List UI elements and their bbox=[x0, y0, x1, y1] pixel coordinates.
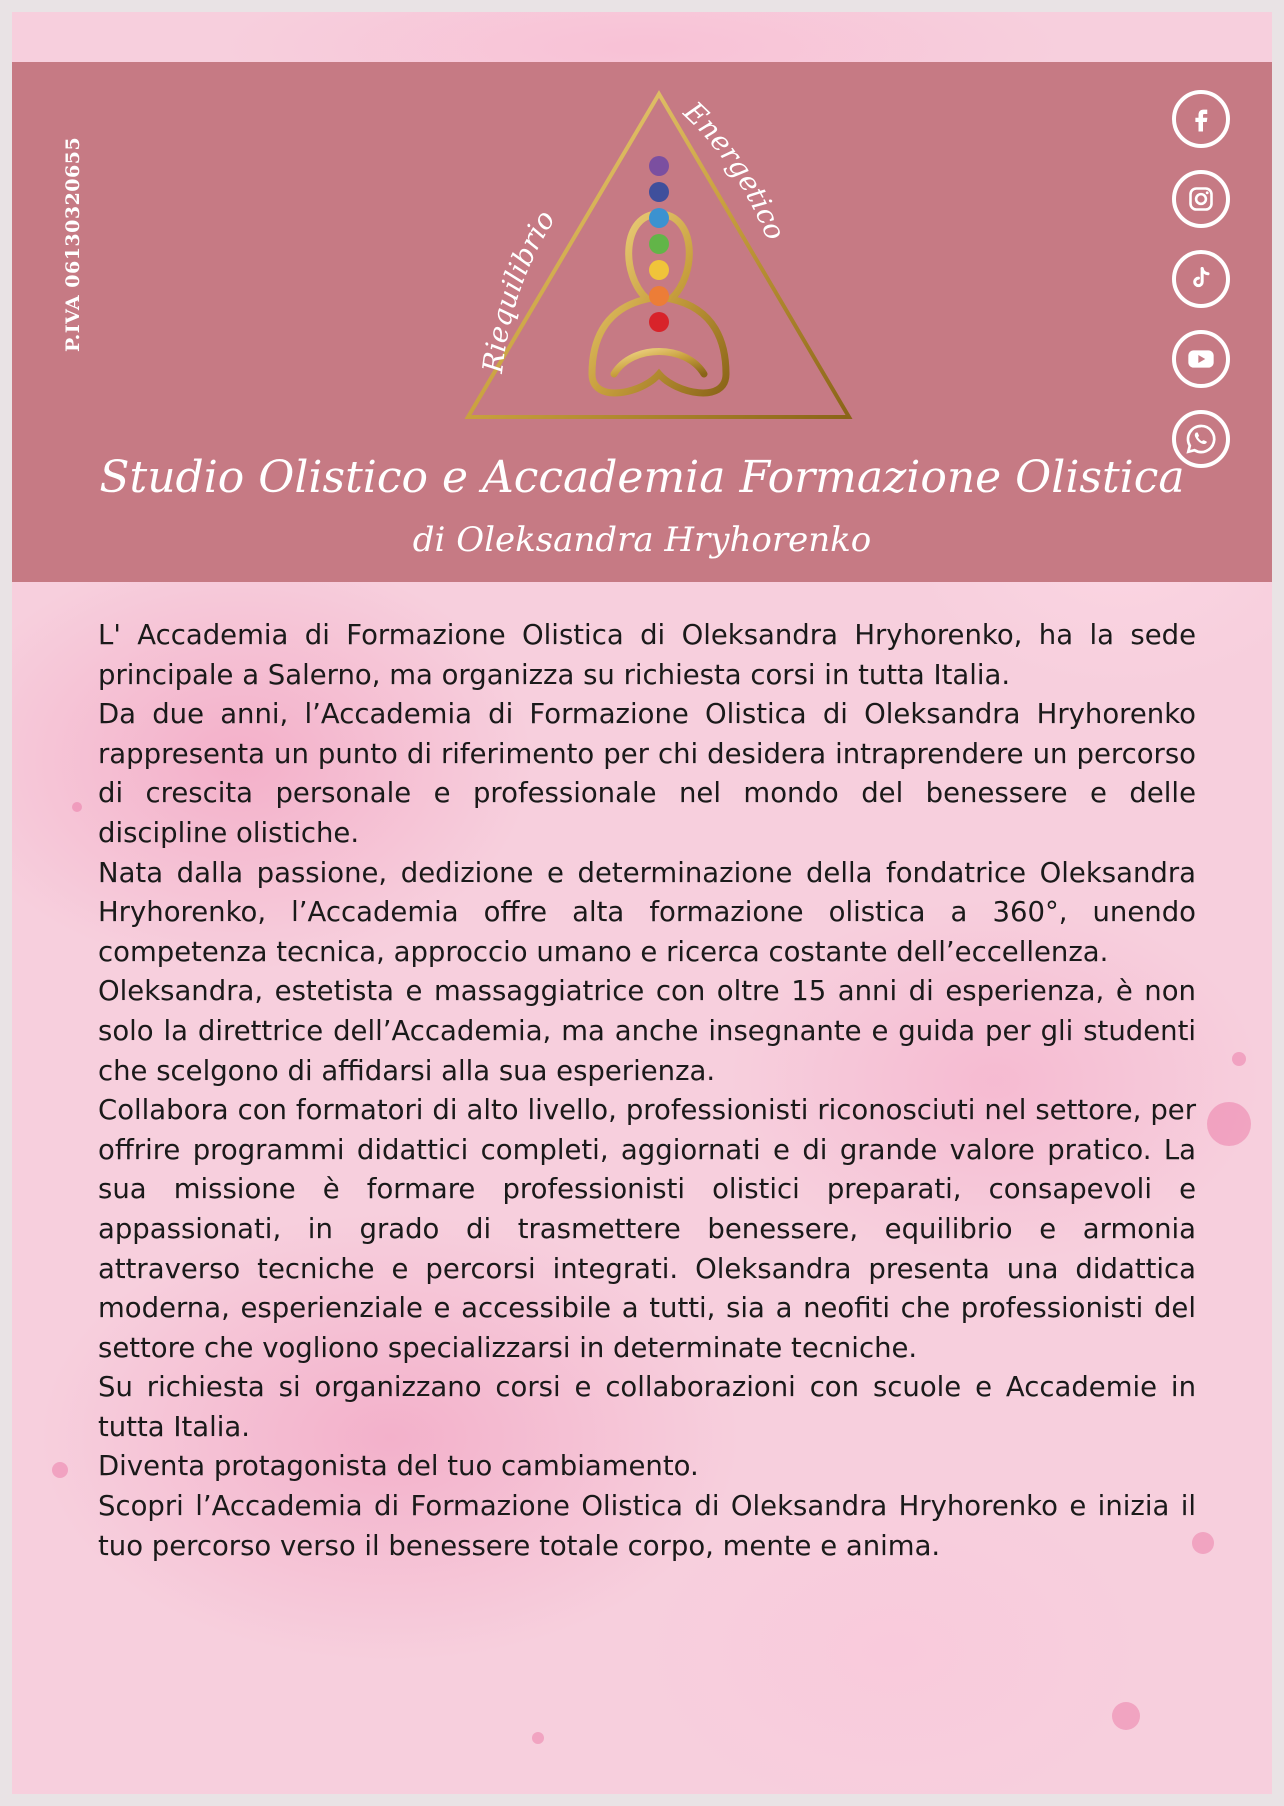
body-paragraph: Scopri l’Accademia di Formazione Olistica di Oleksandra Hryhorenko e inizia il tuo percorso verso il benessere totale corpo, mente e anima. bbox=[98, 1490, 1196, 1562]
paint-splash bbox=[1207, 1102, 1251, 1146]
paint-splash bbox=[1232, 1052, 1246, 1066]
body-paragraph: Diventa protagonista del tuo cambiamento. bbox=[98, 1450, 699, 1483]
facebook-icon bbox=[1186, 104, 1216, 134]
meditation-logo bbox=[442, 84, 862, 424]
instagram-icon bbox=[1187, 185, 1215, 213]
body-paragraph: Nata dalla passione, dedizione e determinazione della fondatrice Oleksandra Hryhorenko, l’Accademia offre alta formazione olistica a 360°, unendo competenza tecnica, approccio umano e ricerca costante dell’eccellenza. bbox=[98, 856, 1196, 968]
paint-splash bbox=[1112, 1702, 1140, 1730]
youtube-icon bbox=[1185, 343, 1217, 375]
body-paragraph: L' Accademia di Formazione Olistica di Oleksandra Hryhorenko, ha la sede principale a Salerno, ma organizza su richiesta corsi in tutta Italia. bbox=[98, 619, 1196, 691]
body-text bbox=[98, 616, 1196, 1566]
chakra-dot bbox=[649, 234, 669, 254]
chakra-points bbox=[649, 156, 669, 332]
page-subtitle: di Oleksandra Hryhorenko bbox=[412, 520, 872, 560]
logo-text-left: Riequilibrio bbox=[476, 204, 562, 375]
body-paragraph: Su richiesta si organizzano corsi e collaborazioni con scuole e Accademie in tutta Italia. bbox=[98, 1371, 1196, 1443]
instagram-link[interactable] bbox=[1172, 170, 1230, 228]
social-links bbox=[1172, 90, 1232, 490]
facebook-link[interactable] bbox=[1172, 90, 1230, 148]
chakra-dot bbox=[649, 260, 669, 280]
header-band bbox=[12, 62, 1272, 582]
tiktok-icon bbox=[1187, 265, 1215, 293]
chakra-dot bbox=[649, 156, 669, 176]
body-paragraph: Oleksandra, estetista e massaggiatrice con oltre 15 anni di esperienza, è non solo la direttrice dell’Accademia, ma anche insegnante e guida per gli studenti che scelgono di affidarsi alla sua esperienza. bbox=[98, 975, 1196, 1087]
vat-number: P.IVA 06130320655 bbox=[62, 136, 84, 352]
whatsapp-link[interactable] bbox=[1172, 410, 1230, 468]
youtube-link[interactable] bbox=[1172, 330, 1230, 388]
paint-splash bbox=[52, 1462, 68, 1478]
page-title: Studio Olistico e Accademia Formazione Olistica bbox=[99, 452, 1185, 503]
body-paragraph: Da due anni, l’Accademia di Formazione Olistica di Oleksandra Hryhorenko rappresenta un punto di riferimento per chi desidera intraprendere un percorso di crescita personale e professionale nel mondo del benessere e delle discipline olistiche. bbox=[98, 698, 1196, 849]
chakra-dot bbox=[649, 312, 669, 332]
paint-splash bbox=[532, 1732, 544, 1744]
chakra-dot bbox=[649, 286, 669, 306]
body-paragraph: Collabora con formatori di alto livello, professionisti riconosciuti nel settore, per offrire programmi didattici completi, aggiornati e di grande valore pratico. La sua missione è formare professionisti olistici preparati, consapevoli e appassionati, in grado di trasmettere benessere, equilibrio e armonia attraverso tecniche e percorsi integrati. Oleksandra presenta una didattica moderna, esperienziale e accessibile a tutti, sia a neofiti che professionisti del settore che vogliono specializzarsi in determinate tecniche. bbox=[98, 1094, 1196, 1364]
chakra-dot bbox=[649, 208, 669, 228]
whatsapp-icon bbox=[1184, 422, 1218, 456]
tiktok-link[interactable] bbox=[1172, 250, 1230, 308]
logo-text-right: Energetico bbox=[677, 95, 793, 245]
flyer-sheet bbox=[12, 12, 1272, 1794]
chakra-dot bbox=[649, 182, 669, 202]
paint-splash bbox=[72, 802, 82, 812]
